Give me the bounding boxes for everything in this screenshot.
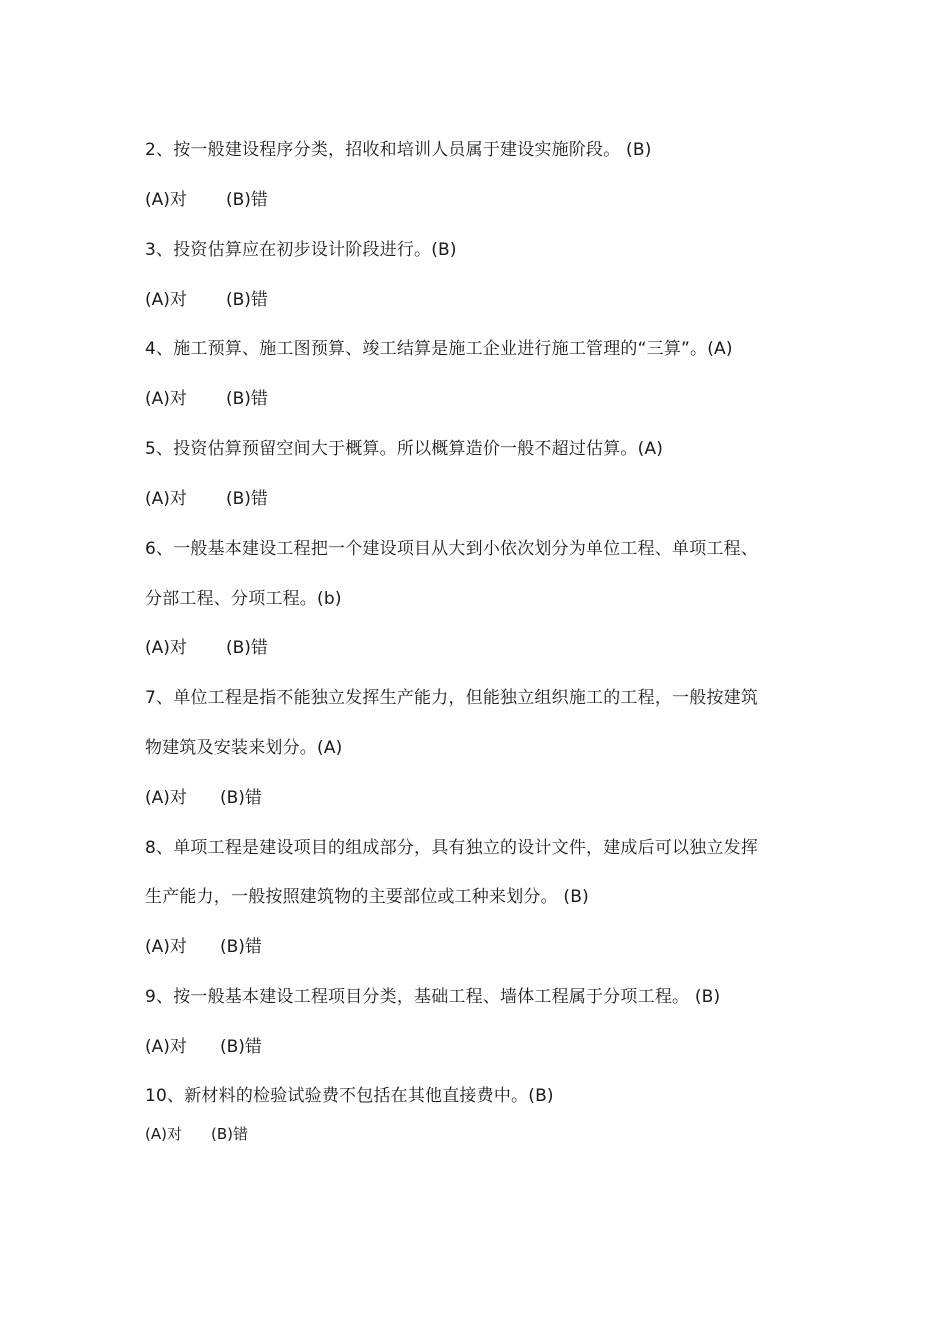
question-7-text-line-2: 物建筑及安装来划分。(A) [145, 738, 343, 758]
question-3-text: 3、投资估算应在初步设计阶段进行。(B) [145, 240, 457, 260]
question-2-option-a: (A)对 [145, 190, 187, 210]
question-8-text-line-2: 生产能力，一般按照建筑物的主要部位或工种来划分。 (B) [145, 887, 589, 907]
question-9-text: 9、按一般基本建设工程项目分类，基础工程、墙体工程属于分项工程。 (B) [145, 987, 721, 1007]
question-5-option-a: (A)对 [145, 489, 187, 509]
question-10-text: 10、新材料的检验试验费不包括在其他直接费中。(B) [145, 1086, 554, 1106]
question-7-option-b: (B)错 [220, 788, 262, 808]
question-9-option-b: (B)错 [220, 1037, 262, 1057]
question-4-option-b: (B)错 [226, 389, 268, 409]
question-3-option-b: (B)错 [226, 290, 268, 310]
question-6-text-line-2: 分部工程、分项工程。(b) [145, 589, 342, 609]
question-8-option-b: (B)错 [220, 937, 262, 957]
question-2-option-b: (B)错 [226, 190, 268, 210]
question-9-option-a: (A)对 [145, 1037, 187, 1057]
question-6-option-a: (A)对 [145, 638, 187, 658]
question-7-text-line-1: 7、单位工程是指不能独立发挥生产能力，但能独立组织施工的工程，一般按建筑 [145, 688, 759, 708]
question-5-option-b: (B)错 [226, 489, 268, 509]
question-5-text: 5、投资估算预留空间大于概算。所以概算造价一般不超过估算。(A) [145, 439, 664, 459]
question-7-option-a: (A)对 [145, 788, 187, 808]
question-8-option-a: (A)对 [145, 937, 187, 957]
question-10-option-b: (B)错 [211, 1125, 248, 1143]
question-2-text: 2、按一般建设程序分类，招收和培训人员属于建设实施阶段。 (B) [145, 140, 652, 160]
question-4-text: 4、施工预算、施工图预算、竣工结算是施工企业进行施工管理的“三算”。(A) [145, 339, 733, 359]
question-6-text-line-1: 6、一般基本建设工程把一个建设项目从大到小依次划分为单位工程、单项工程、 [145, 539, 759, 559]
question-3-option-a: (A)对 [145, 290, 187, 310]
question-4-option-a: (A)对 [145, 389, 187, 409]
question-10-option-a: (A)对 [145, 1125, 182, 1143]
question-6-option-b: (B)错 [226, 638, 268, 658]
question-8-text-line-1: 8、单项工程是建设项目的组成部分，具有独立的设计文件，建成后可以独立发挥 [145, 838, 759, 858]
